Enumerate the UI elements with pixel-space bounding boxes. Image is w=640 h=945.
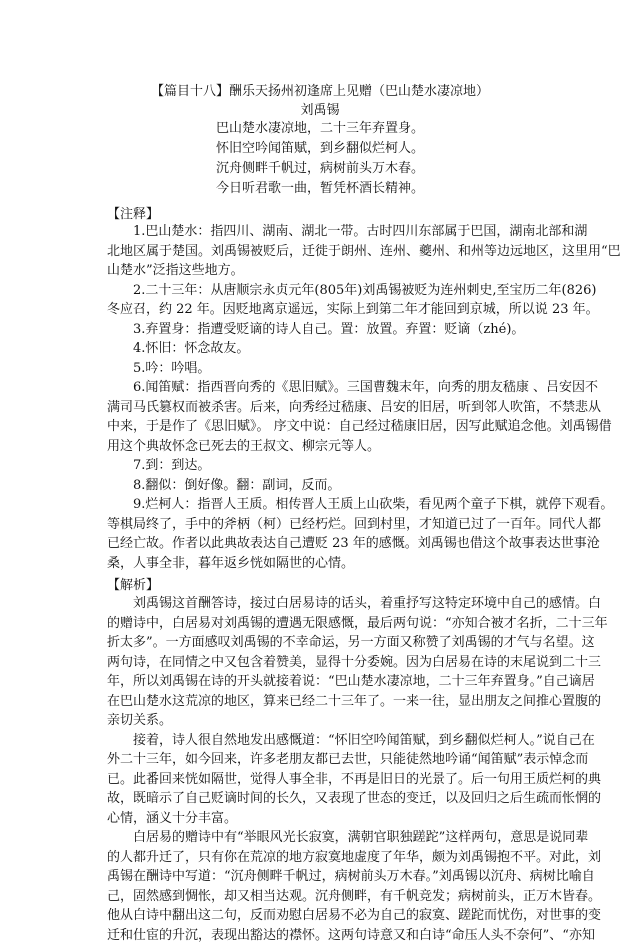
text-line: 桑，人事全非，暮年返乡恍如隔世的心情。 bbox=[107, 554, 537, 574]
text-line: 故，既暗示了自己贬谪时间的长久，又表现了世态的变迁，以及回归之后生疏而怅惘的 bbox=[107, 789, 537, 809]
poem-line: 沉舟侧畔千帆过，病树前头万木春。 bbox=[0, 159, 640, 179]
text-line: 禹锡在酬诗中写道：“沉舟侧畔千帆过，病树前头万木春。”刘禹锡以沉舟、病树比喻自 bbox=[107, 867, 537, 887]
text-line: 已。此番回来恍如隔世，觉得人事全非，不再是旧日的光景了。后一句用王质烂柯的典 bbox=[107, 770, 537, 790]
text-line: 心情，涵义十分丰富。 bbox=[107, 809, 537, 829]
text-line: 刘禹锡这首酬答诗，接过白居易诗的话头，着重抒写这特定环境中自己的感情。白 bbox=[107, 594, 537, 614]
text-line: 白居易的赠诗中有“举眼风光长寂寞，满朝官职独蹉跎”这样两句，意思是说同辈 bbox=[107, 828, 537, 848]
text-line: 在巴山楚水这荒凉的地区，算来已经二十三年了。一来一往，显出朋友之间推心置腹的 bbox=[107, 692, 537, 712]
note-item bbox=[107, 456, 537, 476]
text-line: 外二十三年，如今回来，许多老朋友都已去世，只能徒然地吟诵“闻笛赋”表示悼念而 bbox=[107, 750, 537, 770]
text-line: 两句诗，在同情之中又包含着赞美，显得十分委婉。因为白居易在诗的末尾说到二十三 bbox=[107, 653, 537, 673]
analysis-heading: 【解析】 bbox=[107, 574, 159, 593]
text-line: 用这个典故怀念已死去的王叔文、柳宗元等人。 bbox=[107, 437, 537, 457]
text-line: 3.弃置身：指遭受贬谪的诗人自己。置：放置。弃置：贬谪（zhé)。 bbox=[107, 320, 537, 340]
text-line: 己，固然感到惆怅，却又相当达观。沉舟侧畔，有千帆竞发；病树前头，正万木皆春。 bbox=[107, 887, 537, 907]
text-line: 9.烂柯人：指晋人王质。相传晋人王质上山砍柴，看见两个童子下棋，就停下观看。 bbox=[107, 495, 537, 515]
note-item bbox=[107, 476, 537, 496]
text-line: 的赠诗中，白居易对刘禹锡的遭遇无限感慨，最后两句说：“亦知合被才名折，二十三年 bbox=[107, 614, 537, 634]
poem-line: 今日听君歌一曲，暂凭杯酒长精神。 bbox=[0, 179, 640, 199]
text-line: 6.闻笛赋：指西晋向秀的《思旧赋》。三国曹魏末年，向秀的朋友嵇康 、吕安因不 bbox=[107, 378, 537, 398]
text-line: 已经亡故。作者以此典故表达自己遭贬 23 年的感慨。刘禹锡也借这个故事表达世事沧 bbox=[107, 534, 537, 554]
text-line: 等棋局终了，手中的斧柄（柯）已经朽烂。回到村里，才知道已过了一百年。同代人都 bbox=[107, 515, 537, 535]
text-line: 冬应召，约 22 年。因贬地离京遥远，实际上到第二年才能回到京城，所以说 23 年。 bbox=[107, 300, 537, 320]
text-line: 年，所以刘禹锡在诗的开头就接着说：“巴山楚水凄凉地，二十三年弃置身。”自己谪居 bbox=[107, 672, 537, 692]
text-line: 北地区属于楚国。刘禹锡被贬后，迁徙于朗州、连州、夔州、和州等边远地区，这里用“巴 bbox=[107, 242, 537, 262]
text-line: 5.吟：吟唱。 bbox=[107, 359, 537, 379]
note-item bbox=[107, 320, 537, 340]
note-item bbox=[107, 359, 537, 379]
text-line: 的人都升迁了，只有你在荒凉的地方寂寞地虚度了年华，颇为刘禹锡抱不平。对此，刘 bbox=[107, 848, 537, 868]
text-line: 接着，诗人很自然地发出感慨道：“怀旧空吟闻笛赋，到乡翻似烂柯人。”说自己在 bbox=[107, 731, 537, 751]
text-line: 7.到：到达。 bbox=[107, 456, 537, 476]
analysis-paragraph bbox=[107, 828, 537, 945]
analysis-paragraph bbox=[107, 731, 537, 829]
text-line: 4.怀旧：怀念故友。 bbox=[107, 339, 537, 359]
text-line: 亲切关系。 bbox=[107, 711, 537, 731]
text-line: 满司马氏篡权而被杀害。后来，向秀经过嵇康、吕安的旧居，听到邻人吹笛，不禁悲从 bbox=[107, 398, 537, 418]
text-line: 迁和仕宦的升沉，表现出豁达的襟怀。这两句诗意又和白诗“命压人头不奈何”、“亦知 bbox=[107, 926, 537, 945]
text-line: 山楚水”泛指这些地方。 bbox=[107, 261, 537, 281]
text-line: 8.翻似：倒好像。翻：副词，反而。 bbox=[107, 476, 537, 496]
poem-line: 巴山楚水凄凉地，二十三年弃置身。 bbox=[0, 119, 640, 139]
poem-body bbox=[0, 119, 640, 199]
text-line: 2.二十三年：从唐顺宗永贞元年(805年)刘禹锡被贬为连州刺史,至宝历二年(826) bbox=[107, 281, 537, 301]
note-item bbox=[107, 222, 537, 281]
note-item bbox=[107, 378, 537, 456]
text-line: 他从白诗中翻出这二句，反而劝慰白居易不必为自己的寂寞、蹉跎而忧伤，对世事的变 bbox=[107, 906, 537, 926]
note-item bbox=[107, 281, 537, 320]
poem-author: 刘禹锡 bbox=[0, 99, 640, 118]
text-line: 1.巴山楚水：指四川、湖南、湖北一带。古时四川东部属于巴国，湖南北部和湖 bbox=[107, 222, 537, 242]
text-line: 中来，于是作了《思旧赋》。 序文中说：自己经过嵇康旧居，因写此赋追念他。刘禹锡借 bbox=[107, 417, 537, 437]
text-line: 折太多”。一方面感叹刘禹锡的不幸命运，另一方面又称赞了刘禹锡的才气与名望。这 bbox=[107, 633, 537, 653]
poem-title: 【篇目十八】酬乐天扬州初逢席上见赠（巴山楚水凄凉地） bbox=[0, 80, 640, 99]
notes-heading: 【注释】 bbox=[107, 203, 159, 222]
analysis-paragraph bbox=[107, 594, 537, 731]
poem-line: 怀旧空吟闻笛赋，到乡翻似烂柯人。 bbox=[0, 139, 640, 159]
note-item bbox=[107, 339, 537, 359]
note-item bbox=[107, 495, 537, 573]
